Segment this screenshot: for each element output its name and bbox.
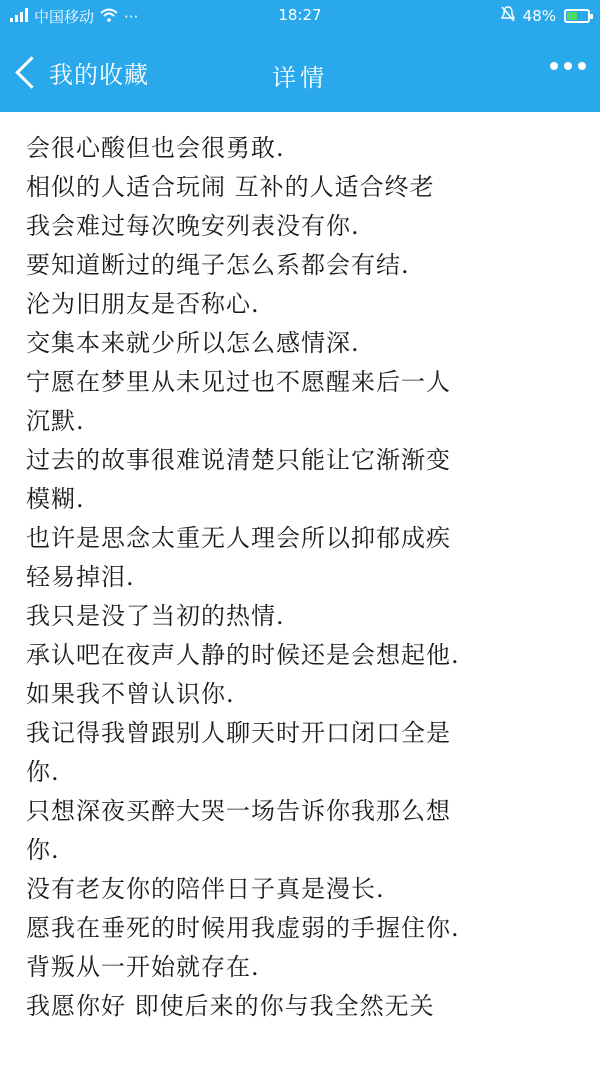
back-label: 我的收藏 bbox=[49, 60, 149, 89]
text-line: 没有老友你的陪伴日子真是漫长. bbox=[26, 875, 385, 903]
text-line: 沉默. bbox=[26, 407, 85, 435]
text-line bbox=[26, 112, 581, 129]
text-line: 你. bbox=[26, 836, 60, 864]
text-line: 只想深夜买醉大哭一场告诉你我那么想 bbox=[26, 797, 451, 825]
text-line: 交集本来就少所以怎么感情深. bbox=[26, 329, 360, 357]
battery-percent: 48% bbox=[522, 7, 556, 25]
text-line: 如果我不曾认识你. bbox=[26, 680, 235, 708]
text-line: 承认吧在夜声人静的时候还是会想起他. bbox=[26, 641, 460, 669]
more-horizontal-icon-dot bbox=[564, 62, 572, 70]
text-line: 我会难过每次晚安列表没有你. bbox=[26, 212, 360, 240]
more-status-icon: ··· bbox=[124, 7, 139, 26]
text-line: 模糊. bbox=[26, 485, 85, 513]
text-line: 会很心酸但也会很勇敢. bbox=[26, 134, 285, 162]
text-line: 我只是没了当初的热情. bbox=[26, 602, 285, 630]
more-horizontal-icon bbox=[550, 62, 558, 70]
carrier-name: 中国移动 bbox=[34, 8, 95, 26]
text-line: 愿我在垂死的时候用我虚弱的手握住你. bbox=[26, 914, 460, 942]
status-bar bbox=[0, 0, 600, 32]
text-line: 轻易掉泪. bbox=[26, 563, 135, 591]
status-right bbox=[501, 6, 590, 26]
text-line: 相似的人适合玩闹 互补的人适合终老 bbox=[26, 173, 435, 201]
text-line: 宁愿在梦里从未见过也不愿醒来后一人 bbox=[26, 368, 451, 396]
note-text bbox=[26, 112, 581, 1065]
text-line: 我记得我曾跟别人聊天时开口闭口全是 bbox=[26, 719, 451, 747]
bell-off-icon bbox=[501, 6, 515, 26]
battery-icon bbox=[564, 9, 590, 23]
text-line: 我愿你好 即使后来的你与我全然无关 bbox=[26, 992, 435, 1020]
text-line: 也许是思念太重无人理会所以抑郁成疾 bbox=[26, 524, 451, 552]
text-line bbox=[26, 1026, 581, 1065]
battery-fill bbox=[567, 12, 577, 20]
more-horizontal-icon-dot bbox=[578, 62, 586, 70]
page-title: 详情 bbox=[272, 64, 328, 92]
text-line: 要知道断过的绳子怎么系都会有结. bbox=[26, 251, 410, 279]
status-time: 18:27 bbox=[278, 6, 322, 24]
text-line: 背叛从一开始就存在. bbox=[26, 953, 260, 981]
more-options-button[interactable] bbox=[550, 62, 586, 70]
text-line: 过去的故事很难说清楚只能让它渐渐变 bbox=[26, 446, 451, 474]
text-line: 你. bbox=[26, 758, 60, 786]
text-line: 沦为旧朋友是否称心. bbox=[26, 290, 260, 318]
note-content[interactable] bbox=[0, 112, 600, 1067]
nav-bar bbox=[0, 32, 600, 112]
